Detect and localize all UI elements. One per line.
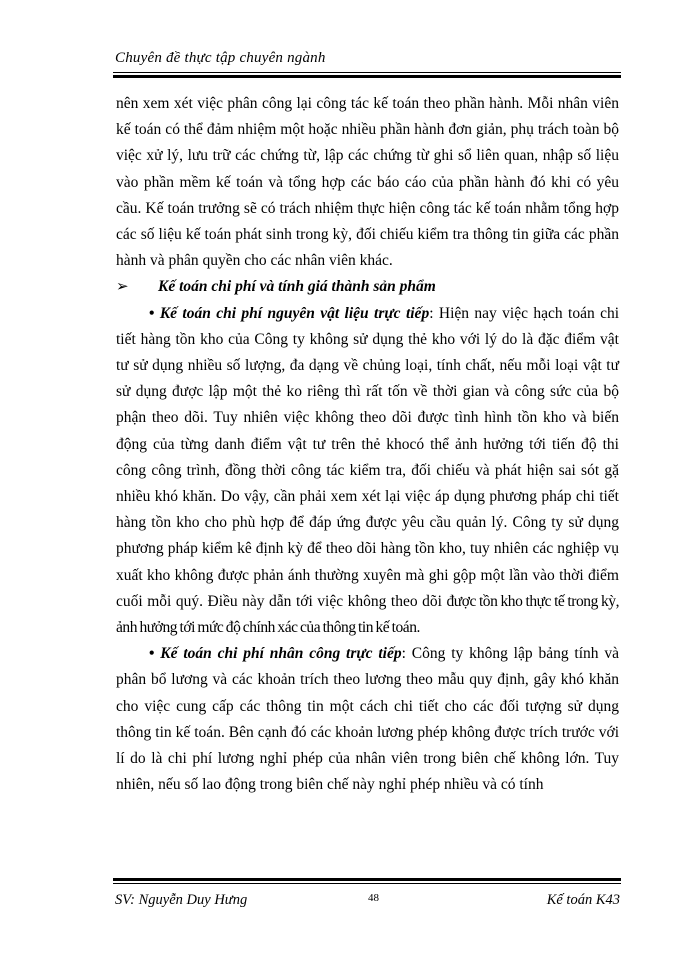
- footer-author: SV: Nguyễn Duy Hưng: [115, 892, 248, 908]
- footer-rule: [113, 878, 621, 884]
- paragraph-material-cost-last: được tồn kho thực tế trong kỳ, ảnh hưởng tới mức độ chính xác của thông tin kế toán.: [116, 592, 619, 637]
- header-rule: [113, 72, 621, 78]
- section-heading: [116, 274, 619, 300]
- paragraph-material-cost-body: : Hiện nay việc hạch toán chi tiết hàng tồn kho của Công ty không sử dụng thẻ kho với lý do là đặc điểm vật tư sử dụng nhiều số lượng, đa dạng về chủng loại, tính chất, nếu mỗi loại vật tư sử dụng được lập một thẻ ko riêng thì rất tốn về thời gian và công sức của bộ phận theo dõi. Tuy nhiên việc không theo dõi được tình hình tồn kho và biến động của từng danh điểm vật tư trên thẻ khocó thể ảnh hưởng tới tiến độ thi công công trình, đồng thời công tác kiểm tra, đối chiếu và phát hiện sai sót gặ nhiều khó khăn. Do vậy, cần phải xem xét lại việc áp dụng phương pháp chi tiết hàng tồn kho cho phù hợp để đáp ứng được yêu cầu quản lý. Công ty sử dụng phương pháp kiểm kê định kỳ để theo dõi hàng tồn kho, tuy nhiên các nghiệp vụ xuất kho không được phản ánh thường xuyên mà ghi gộp một lần vào thời điểm cuối mỗi quý. Điều này dẫn tới việc không theo dõi: [116, 304, 620, 610]
- page-number: 48: [368, 892, 379, 904]
- paragraph-staff-assignment: nên xem xét việc phân công lại công tác kế toán theo phần hành. Mỗi nhân viên kế toán có thể đảm nhiệm một hoặc nhiều phần hành đơn giản, phụ trách toàn bộ việc xử lý, lưu trữ các chứng từ, lập các chứng từ ghi sổ liên quan, nhập số liệu vào phần mềm kế toán và tổng hợp các báo cáo của phần hành đó khi có yêu cầu. Kế toán trưởng sẽ có trách nhiệm thực hiện công tác kế toán nhằm tổng hợp các số liệu kế toán phát sinh trong kỳ, đối chiếu kiểm tra thông tin giữa các phần hành và phân quyền cho các nhân viên khác.: [116, 95, 619, 270]
- arrow-bullet-icon: ➢: [116, 279, 129, 296]
- bullet-icon: •: [149, 304, 155, 322]
- running-header-title: Chuyên đề thực tập chuyên ngành: [115, 50, 326, 66]
- footer-class: Kế toán K43: [546, 892, 620, 908]
- paragraph-material-cost: [116, 301, 619, 642]
- bullet-icon: •: [149, 645, 155, 663]
- paragraph-material-cost-lead: Kế toán chi phí nguyên vật liệu trực tiếp: [159, 304, 430, 322]
- paragraph-labor-cost: [116, 641, 619, 798]
- paragraph-labor-cost-lead: Kế toán chi phí nhân công trực tiếp: [160, 645, 402, 663]
- paragraph-labor-cost-body: : Công ty không lập bảng tính và phân bổ lương và các khoản trích theo lương theo mẫu quy định, gây khó khăn cho việc cung cấp các thông tin một cách chi tiết cho các đối tượng sử dụng thông tin kế toán. Bên cạnh đó các khoản lương phép không được trích trước với lí do là chi phí lương nghỉ phép của nhân viên trong biên chế không lớn. Tuy nhiên, nếu số lao động trong biên chế này nghỉ phép nhiều và có tính: [116, 645, 619, 794]
- document-body: [116, 91, 619, 798]
- section-heading-text: Kế toán chi phí và tính giá thành sản phẩm: [158, 278, 436, 296]
